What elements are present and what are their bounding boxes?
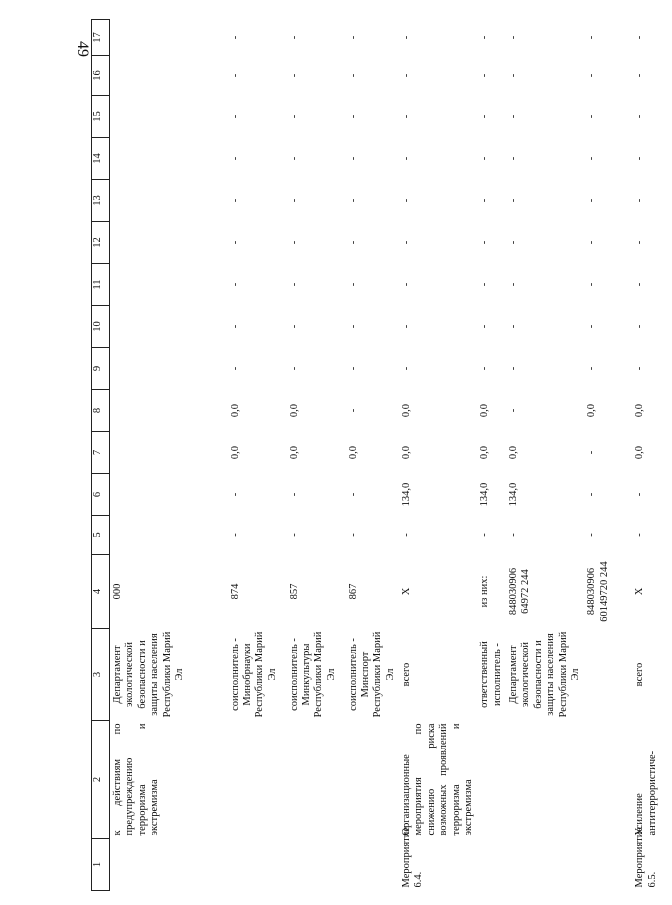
value-cell-col-6: - bbox=[347, 492, 359, 497]
value-cell-col-6 bbox=[110, 474, 228, 516]
value-cell-col-7: 0,0 bbox=[634, 445, 646, 460]
column-header-5: 5 bbox=[92, 516, 110, 555]
table-row bbox=[506, 20, 584, 891]
executor-cell bbox=[584, 629, 632, 721]
value-cell-col-8: 0,0 bbox=[401, 403, 412, 418]
table-row bbox=[287, 20, 346, 891]
column-header-10: 10 bbox=[92, 306, 110, 348]
event-name-cell: Организационные мероприятия по снижению риска возможных проявлений терроризма и экстремизма bbox=[401, 723, 474, 836]
column-header-6: 6 bbox=[92, 474, 110, 516]
column-header-16: 16 bbox=[92, 56, 110, 96]
value-cell-col-13: - bbox=[229, 198, 241, 203]
table-row bbox=[346, 20, 400, 891]
value-cell-col-8: 0,0 bbox=[288, 403, 300, 418]
value-cell-col-17: - bbox=[288, 35, 300, 40]
value-cell-col-17: - bbox=[634, 35, 646, 40]
value-cell-col-17: - bbox=[229, 35, 241, 40]
event-name-cell bbox=[584, 721, 632, 839]
event-name-cell bbox=[228, 721, 287, 839]
budget-code-cell: 857 bbox=[288, 583, 300, 600]
event-number-cell bbox=[584, 839, 632, 891]
executor-cell: соисполнитель - Минкультуры Республики Марий Эл bbox=[288, 631, 337, 718]
value-cell-col-17: - bbox=[508, 35, 519, 40]
value-cell-col-13: - bbox=[401, 198, 412, 203]
column-header-1: 1 bbox=[92, 839, 110, 891]
executor-cell: Департамент экологической безопасности и защиты населения Республики Марий Эл bbox=[112, 631, 185, 718]
value-cell-col-14: - bbox=[508, 156, 519, 161]
value-cell-col-17: - bbox=[347, 35, 359, 40]
value-cell-col-12: - bbox=[479, 240, 491, 245]
value-cell-col-16: - bbox=[229, 73, 241, 78]
column-header-7: 7 bbox=[92, 432, 110, 474]
budget-code-cell: 867 bbox=[347, 583, 359, 600]
value-cell-col-6: 134,0 bbox=[508, 482, 519, 507]
value-cell-col-15: - bbox=[229, 114, 241, 119]
value-cell-col-14: - bbox=[634, 156, 646, 161]
column-header-13: 13 bbox=[92, 180, 110, 222]
value-cell-col-7: 0,0 bbox=[347, 445, 359, 460]
value-cell-col-6: - bbox=[288, 492, 300, 497]
column-header-4: 4 bbox=[92, 555, 110, 629]
value-cell-col-10: - bbox=[229, 324, 241, 329]
value-cell-col-15 bbox=[110, 96, 228, 138]
value-cell-col-14 bbox=[110, 138, 228, 180]
event-number-cell bbox=[346, 839, 400, 891]
program-table bbox=[91, 19, 672, 891]
value-cell-col-5: - bbox=[634, 533, 646, 537]
value-cell-col-16 bbox=[110, 56, 228, 96]
budget-code-cell: 874 bbox=[229, 583, 241, 600]
value-cell-col-7: 0,0 bbox=[508, 445, 519, 460]
value-cell-col-9: - bbox=[586, 366, 598, 371]
executor-cell: Департамент экологической безопасности и защиты населения Республики Марий Эл bbox=[508, 631, 581, 718]
value-cell-col-5 bbox=[110, 516, 228, 555]
value-cell-col-16: - bbox=[634, 73, 646, 78]
value-cell-col-14: - bbox=[479, 156, 491, 161]
value-cell-col-17: - bbox=[401, 35, 412, 40]
value-cell-col-15: - bbox=[401, 114, 412, 119]
value-cell-col-16: - bbox=[288, 73, 300, 78]
event-number-cell: Мероприятие 6.4. bbox=[401, 826, 425, 888]
value-cell-col-7: 0,0 bbox=[401, 445, 412, 460]
executor-cell: всего bbox=[401, 662, 412, 687]
value-cell-col-5: - bbox=[288, 533, 300, 537]
value-cell-col-15: - bbox=[479, 114, 491, 119]
value-cell-col-8 bbox=[110, 390, 228, 432]
value-cell-col-16: - bbox=[586, 73, 598, 78]
value-cell-col-14: - bbox=[586, 156, 598, 161]
value-cell-col-12: - bbox=[586, 240, 598, 245]
value-cell-col-13: - bbox=[586, 198, 598, 203]
rotated-page bbox=[91, 32, 658, 891]
value-cell-col-6: - bbox=[586, 492, 598, 497]
value-cell-col-5: - bbox=[229, 533, 241, 537]
value-cell-col-6: - bbox=[229, 492, 241, 497]
value-cell-col-11: - bbox=[401, 282, 412, 287]
table-row bbox=[399, 20, 477, 891]
table-row bbox=[632, 20, 672, 891]
value-cell-col-9: - bbox=[347, 366, 359, 371]
value-cell-col-13 bbox=[110, 180, 228, 222]
value-cell-col-15: - bbox=[586, 114, 598, 119]
event-name-cell bbox=[506, 721, 584, 839]
value-cell-col-11: - bbox=[347, 282, 359, 287]
value-cell-col-11: - bbox=[508, 282, 519, 287]
budget-code-cell: X bbox=[401, 587, 412, 596]
value-cell-col-15: - bbox=[634, 114, 646, 119]
value-cell-col-12 bbox=[110, 222, 228, 264]
value-cell-col-14: - bbox=[229, 156, 241, 161]
event-number-cell: Мероприятие 6.5. bbox=[634, 826, 658, 888]
value-cell-col-10: - bbox=[288, 324, 300, 329]
value-cell-col-8: - bbox=[508, 408, 519, 413]
value-cell-col-16: - bbox=[508, 73, 519, 78]
page-number: 49 bbox=[74, 41, 91, 57]
table-header bbox=[92, 20, 110, 891]
value-cell-col-11: - bbox=[288, 282, 300, 287]
value-cell-col-16: - bbox=[347, 73, 359, 78]
executor-cell: ответственный исполнитель - bbox=[479, 641, 503, 708]
value-cell-col-11: - bbox=[634, 282, 646, 287]
value-cell-col-9: - bbox=[229, 366, 241, 371]
event-number-cell bbox=[110, 839, 228, 891]
column-header-2: 2 bbox=[92, 721, 110, 839]
budget-code-cell: 848030906 64972 244 bbox=[508, 567, 532, 616]
value-cell-col-14: - bbox=[401, 156, 412, 161]
event-number-cell bbox=[228, 839, 287, 891]
table-row bbox=[584, 20, 632, 891]
value-cell-col-10: - bbox=[401, 324, 412, 329]
value-cell-col-11: - bbox=[586, 282, 598, 287]
value-cell-col-9: - bbox=[401, 366, 412, 371]
value-cell-col-12: - bbox=[634, 240, 646, 245]
value-cell-col-12: - bbox=[288, 240, 300, 245]
event-number-cell bbox=[506, 839, 584, 891]
table-row bbox=[110, 20, 228, 891]
value-cell-col-9: - bbox=[634, 366, 646, 371]
value-cell-col-5: - bbox=[347, 533, 359, 537]
column-header-15: 15 bbox=[92, 96, 110, 138]
value-cell-col-13: - bbox=[288, 198, 300, 203]
value-cell-col-11: - bbox=[479, 282, 491, 287]
value-cell-col-9: - bbox=[288, 366, 300, 371]
value-cell-col-13: - bbox=[508, 198, 519, 203]
value-cell-col-7 bbox=[110, 432, 228, 474]
value-cell-col-12: - bbox=[508, 240, 519, 245]
value-cell-col-5: - bbox=[479, 533, 491, 537]
value-cell-col-8: 0,0 bbox=[229, 403, 241, 418]
value-cell-col-10 bbox=[110, 306, 228, 348]
value-cell-col-8: - bbox=[347, 408, 359, 413]
column-header-11: 11 bbox=[92, 264, 110, 306]
event-name-cell: к действиям по предупреждению терроризма и экстремизма bbox=[112, 723, 161, 836]
column-header-8: 8 bbox=[92, 390, 110, 432]
value-cell-col-5: - bbox=[586, 533, 598, 537]
column-header-3: 3 bbox=[92, 629, 110, 721]
value-cell-col-14: - bbox=[288, 156, 300, 161]
column-header-12: 12 bbox=[92, 222, 110, 264]
event-name-cell bbox=[477, 721, 506, 839]
value-cell-col-10: - bbox=[586, 324, 598, 329]
value-cell-col-5: - bbox=[508, 533, 519, 537]
value-cell-col-13: - bbox=[347, 198, 359, 203]
executor-cell: всего bbox=[634, 662, 646, 687]
value-cell-col-10: - bbox=[347, 324, 359, 329]
value-cell-col-7: 0,0 bbox=[229, 445, 241, 460]
event-name-cell bbox=[346, 721, 400, 839]
event-number-cell bbox=[287, 839, 346, 891]
value-cell-col-6: 134,0 bbox=[479, 482, 491, 507]
table-row bbox=[477, 20, 506, 891]
value-cell-col-6: 134,0 bbox=[401, 482, 412, 507]
table-row bbox=[228, 20, 287, 891]
budget-code-cell: X bbox=[634, 587, 646, 596]
value-cell-col-15: - bbox=[508, 114, 519, 119]
event-name-cell: Усиление антитеррористиче- bbox=[634, 750, 658, 836]
value-cell-col-16: - bbox=[401, 73, 412, 78]
executor-cell: соисполнитель - Минспорт Республики Марий Эл bbox=[347, 631, 396, 718]
value-cell-col-8: 0,0 bbox=[586, 403, 598, 418]
value-cell-col-15: - bbox=[288, 114, 300, 119]
value-cell-col-9 bbox=[110, 348, 228, 390]
value-cell-col-16: - bbox=[479, 73, 491, 78]
value-cell-col-15: - bbox=[347, 114, 359, 119]
value-cell-col-7: 0,0 bbox=[288, 445, 300, 460]
value-cell-col-17: - bbox=[586, 35, 598, 40]
event-name-cell bbox=[287, 721, 346, 839]
value-cell-col-6: - bbox=[634, 492, 646, 497]
value-cell-col-8: 0,0 bbox=[479, 403, 491, 418]
budget-code-cell: из них: bbox=[479, 575, 491, 608]
value-cell-col-14: - bbox=[347, 156, 359, 161]
event-number-cell bbox=[477, 839, 506, 891]
value-cell-col-10: - bbox=[634, 324, 646, 329]
value-cell-col-10: - bbox=[508, 324, 519, 329]
value-cell-col-13: - bbox=[479, 198, 491, 203]
column-header-14: 14 bbox=[92, 138, 110, 180]
budget-code-cell: 000 bbox=[112, 583, 123, 600]
column-header-17: 17 bbox=[92, 20, 110, 56]
value-cell-col-7: 0,0 bbox=[479, 445, 491, 460]
value-cell-col-12: - bbox=[347, 240, 359, 245]
budget-code-cell: 848030906 60149720 244 bbox=[586, 561, 610, 622]
value-cell-col-17 bbox=[110, 20, 228, 56]
value-cell-col-7: - bbox=[586, 450, 598, 455]
value-cell-col-5: - bbox=[401, 533, 412, 537]
value-cell-col-10: - bbox=[479, 324, 491, 329]
column-header-9: 9 bbox=[92, 348, 110, 390]
value-cell-col-12: - bbox=[229, 240, 241, 245]
value-cell-col-9: - bbox=[479, 366, 491, 371]
value-cell-col-17: - bbox=[479, 35, 491, 40]
value-cell-col-12: - bbox=[401, 240, 412, 245]
value-cell-col-11: - bbox=[229, 282, 241, 287]
value-cell-col-9: - bbox=[508, 366, 519, 371]
executor-cell: соисполнитель - Минобрнауки Республики Марий Эл bbox=[229, 631, 278, 718]
value-cell-col-8: 0,0 bbox=[634, 403, 646, 418]
value-cell-col-13: - bbox=[634, 198, 646, 203]
value-cell-col-11 bbox=[110, 264, 228, 306]
table-body bbox=[110, 20, 672, 891]
